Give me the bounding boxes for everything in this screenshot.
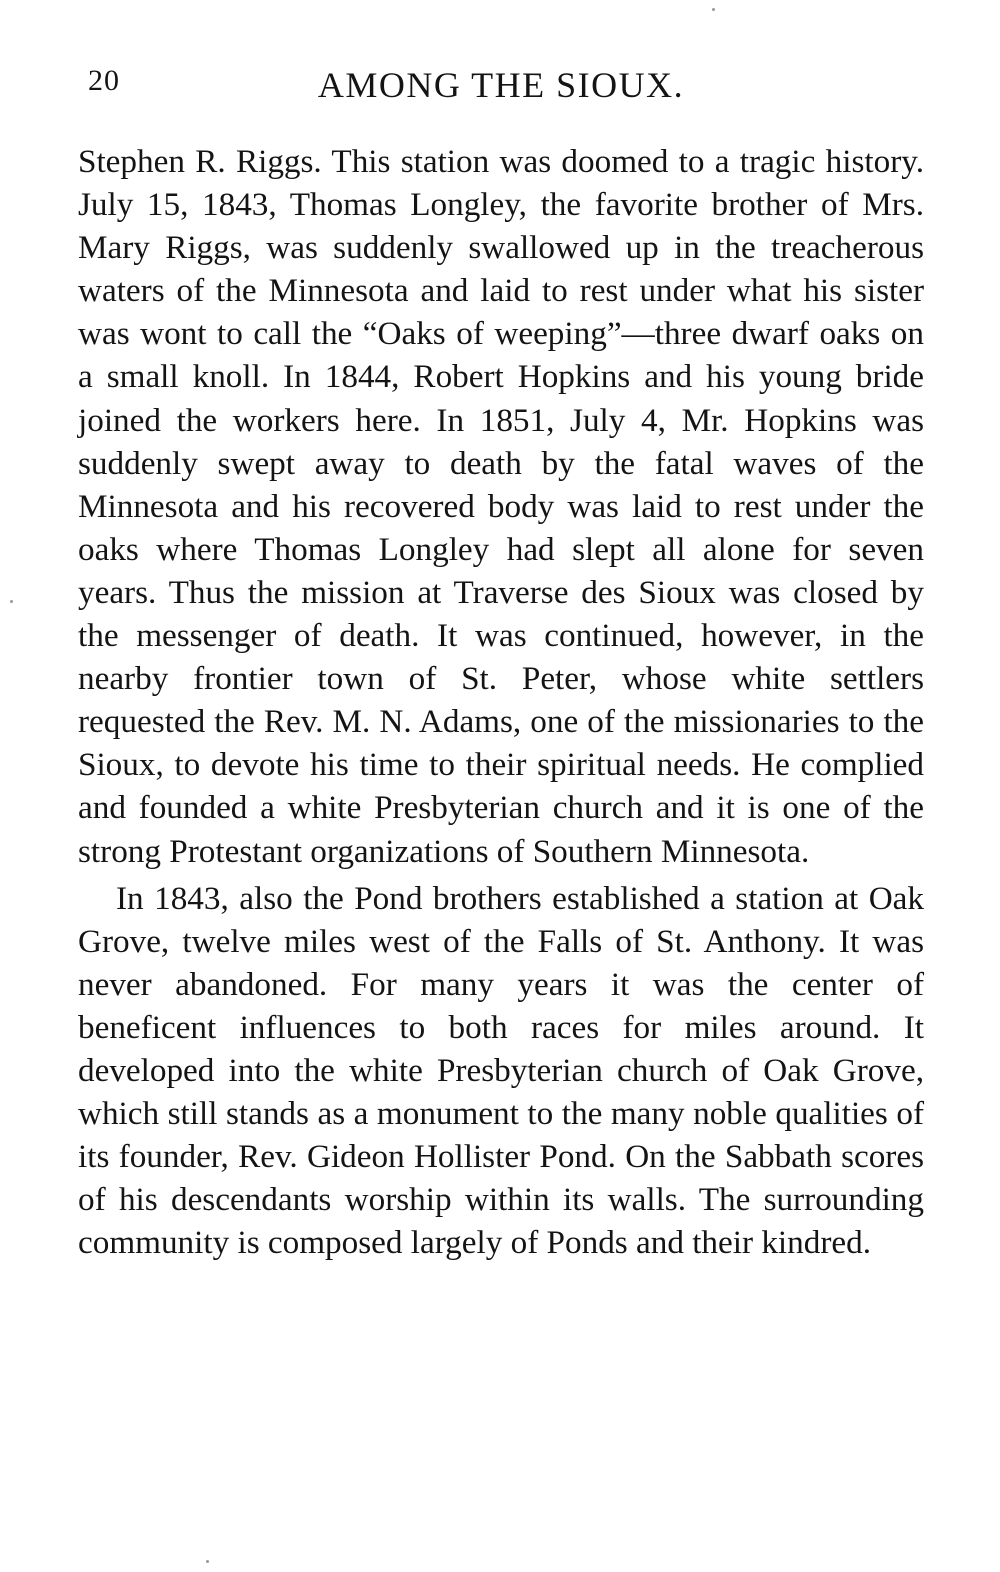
paragraph-2: In 1843, also the Pond brothers established a station at Oak Grove, twelve miles west of the Falls of St. Anthony. It was never abandoned. For many years it was the center of beneficent influences to both races for miles around. It developed into the white Presbyterian church of Oak Grove, which still stands as a monument to the many noble qualities of its founder, Rev. Gideon Hollister Pond. On the Sabbath scores of his descendants worship within its walls. The surrounding community is composed largely of Ponds and their kindred. bbox=[78, 879, 924, 1262]
body-text bbox=[78, 140, 924, 1264]
page-number: 20 bbox=[88, 64, 120, 97]
scan-speck bbox=[10, 600, 13, 603]
running-head: AMONG THE SIOUX. bbox=[317, 65, 685, 105]
scan-speck bbox=[206, 1560, 209, 1563]
scan-speck bbox=[712, 8, 715, 11]
page-header bbox=[78, 60, 924, 110]
paragraph-1: Stephen R. Riggs. This station was doomed to a tragic history. July 15, 1843, Thomas Longley, the favorite brother of Mrs. Mary Riggs, was suddenly swallowed up in the treacherous waters of the Minnesota and laid to rest under what his sister was wont to call the “Oaks of weeping”—three dwarf oaks on a small knoll. In 1844, Robert Hopkins and his young bride joined the workers here. In 1851, July 4, Mr. Hopkins was suddenly swept away to death by the fatal waves of the Minnesota and his recovered body was laid to rest under the oaks where Thomas Longley had slept all alone for seven years. Thus the mission at Traverse des Sioux was closed by the messenger of death. It was continued, however, in the nearby frontier town of St. Peter, whose white settlers requested the Rev. M. N. Adams, one of the missionaries to the Sioux, to devote his time to their spiritual needs. He complied and founded a white Presbyterian church and it is one of the strong Protestant organizations of Southern Minnesota. bbox=[78, 143, 924, 870]
